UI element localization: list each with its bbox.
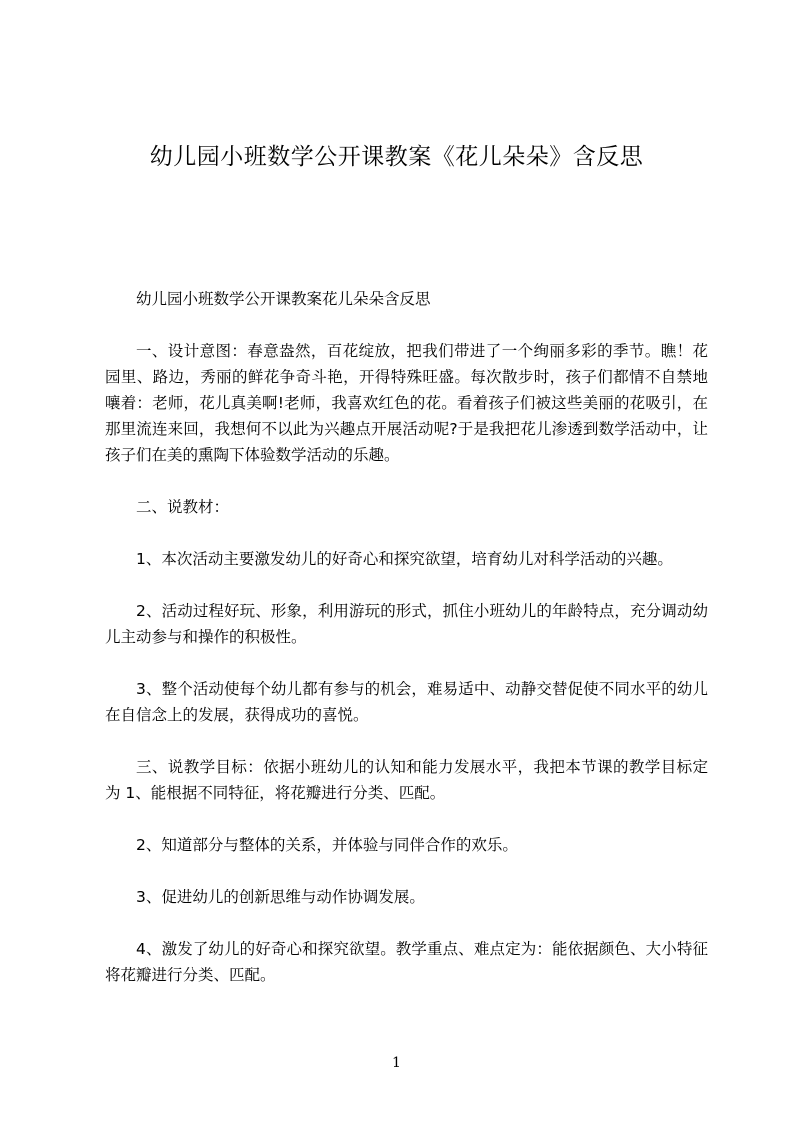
document-body bbox=[105, 286, 708, 1014]
paragraph-material-point-1: 1、本次活动主要激发幼儿的好奇心和探究欲望，培育幼儿对科学活动的兴趣。 bbox=[136, 550, 673, 568]
paragraph-design-intent: 一、设计意图：春意盎然，百花绽放，把我们带进了一个绚丽多彩的季节。瞧！花园里、路边，秀丽的鲜花争奇斗艳，开得特殊旺盛。每次散步时，孩子们都情不自禁地嚷着：老师，花儿真美啊!老师，我喜欢红色的花。看着孩子们被这些美丽的花吸引，在那里流连来回，我想何不以此为兴趣点开展活动呢?于是我把花儿渗透到数学活动中，让孩子们在美的熏陶下体验数学活动的乐趣。 bbox=[105, 342, 708, 464]
document-title: 幼儿园小班数学公开课教案《花儿朵朵》含反思 bbox=[149, 144, 644, 170]
paragraph-material-point-2: 2、活动过程好玩、形象，利用游玩的形式，抓住小班幼儿的年龄特点，充分调动幼儿主动参与和操作的积极性。 bbox=[105, 602, 708, 646]
paragraph-material-point-3: 3、整个活动使每个幼儿都有参与的机会，难易适中、动静交替促使不同水平的幼儿在自信念上的发展，获得成功的喜悦。 bbox=[105, 680, 708, 724]
paragraph-goal-4: 4、激发了幼儿的好奇心和探究欲望。教学重点、难点定为：能依据颜色、大小特征将花瓣进行分类、匹配。 bbox=[105, 940, 708, 984]
paragraph-teaching-material-heading: 二、说教材： bbox=[136, 498, 230, 516]
paragraph-goal-3: 3、促进幼儿的创新思维与动作协调发展。 bbox=[136, 888, 425, 906]
paragraph-teaching-goals: 三、说教学目标：依据小班幼儿的认知和能力发展水平，我把本节课的教学目标定为 1、能根据不同特征，将花瓣进行分类、匹配。 bbox=[105, 758, 708, 802]
paragraph-goal-2: 2、知道部分与整体的关系，并体验与同伴合作的欢乐。 bbox=[136, 836, 518, 854]
paragraph-subtitle: 幼儿园小班数学公开课教案花儿朵朵含反思 bbox=[136, 290, 431, 308]
page-number: 1 bbox=[392, 1055, 401, 1071]
